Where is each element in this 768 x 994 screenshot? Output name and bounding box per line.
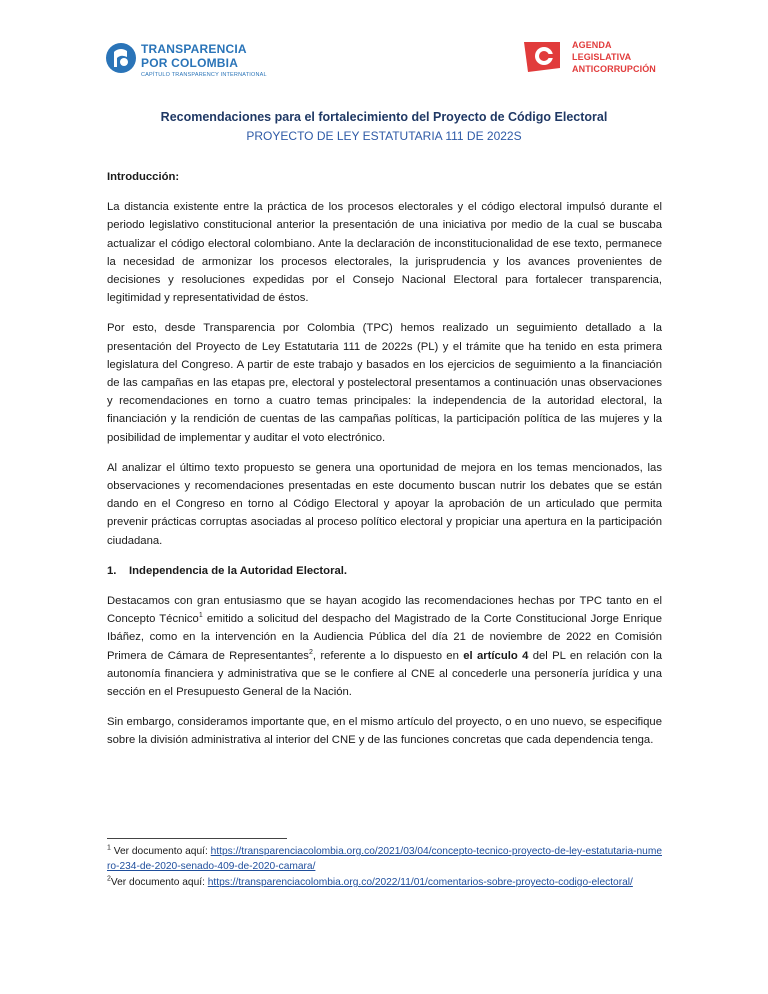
footnote-2-mark: 2: [107, 875, 111, 883]
footnote-1-mark: 1: [107, 844, 111, 852]
footnote-2-link[interactable]: https://transparenciacolombia.org.co/2022/11/01/comentarios-sobre-proyecto-codigo-electoral/: [207, 877, 633, 888]
s1p1-text-c: , referente a lo dispuesto en: [312, 649, 464, 662]
tpc-logo-line1: TRANSPARENCIA: [141, 42, 247, 56]
footnote-2-prefix: Ver documento aquí:: [110, 877, 208, 888]
s1p1-text-d: del PL en relación con la autonomía financiera y administrativa que se le confiere al CNE al concederle una personería jurídica y una sección en el Presupuesto General de la Nación.: [107, 649, 662, 699]
intro-paragraph-1: La distancia existente entre la práctica de los procesos electorales y el código electoral impulsó durante el periodo legislativo constitucional anterior la presentación de una iniciativa por medio de la cual se buscaba actualizar el código electoral colombiano. Ante la declaración de inconstitucionalidad de ese texto, permanece la necesidad de armonizar los procesos electorales, la jurisprudencia y los avances provenientes de decisiones y resoluciones expedidas por el Consejo Nacional Electoral para fortalecer transparencia, legitimidad y representatividad de éstos.: [107, 201, 662, 305]
transparencia-logo: [105, 40, 267, 84]
agenda-logo-line1: AGENDA: [572, 40, 612, 50]
footnote-1: [107, 845, 662, 874]
footnote-1-link[interactable]: https://transparenciacolombia.org.co/2021/03/04/concepto-tecnico-proyecto-de-ley-estatutaria-numero-234-de-2020-senado-409-de-2020-camara/: [107, 846, 662, 872]
document-title: Recomendaciones para el fortalecimiento del Proyecto de Código Electoral: [160, 110, 608, 124]
footnote-divider: [107, 838, 287, 839]
tpc-globe-icon: [105, 42, 137, 74]
footnote-2: [107, 876, 662, 891]
section-1-paragraph-2: Sin embargo, consideramos importante que, en el mismo artículo del proyecto, o en uno nuevo, se especifique sobre la división administrativa al interior del CNE y de las funciones concretas que cada dependencia tenga.: [107, 716, 662, 747]
agenda-logo-line2: LEGISLATIVA: [572, 52, 632, 62]
footnote-1-prefix: Ver documento aquí:: [110, 846, 211, 857]
section-1-paragraph-1: [107, 592, 662, 701]
tpc-logo-line3: CAPÍTULO TRANSPARENCY INTERNATIONAL: [141, 72, 267, 78]
intro-paragraph-3: Al analizar el último texto propuesto se genera una oportunidad de mejora en los temas mencionados, las observaciones y recomendaciones presentadas en este documento buscan nutrir los debates que se están dando en el Congreso en torno al Código Electoral y apoyar la aprobación de un articulado que permita prevenir prácticas corruptas asociadas al proceso político electoral y propiciar una apertura en la participación ciudadana.: [107, 461, 662, 547]
s1p1-bold-article: el artículo 4: [463, 649, 529, 662]
s1p1-text-a: Destacamos con gran entusiasmo que se hayan acogido las recomendaciones hechas por TPC tanto en el Concepto Técnico: [107, 595, 662, 626]
s1p1-text-b: emitido a solicitud del despacho del Magistrado de la Corte Constitucional Jorge Enrique Ibáñez, como en la intervención en la Audiencia Pública del día 21 de noviembre de 2022 en Comisión Primera de Cámara de Representantes: [107, 613, 662, 662]
section-1-number: 1.: [107, 564, 117, 577]
section-1-heading: [107, 562, 662, 580]
footnotes: [107, 845, 662, 893]
agenda-mark-icon: [520, 38, 564, 76]
agenda-logo: [520, 38, 670, 82]
intro-heading: Introducción:: [107, 171, 180, 183]
document-body: [107, 168, 662, 762]
agenda-logo-line3: ANTICORRUPCIÓN: [572, 64, 656, 74]
footnote-ref-2[interactable]: 2: [308, 648, 313, 656]
intro-paragraph-2: Por esto, desde Transparencia por Colombia (TPC) hemos realizado un seguimiento detallado a la presentación del Proyecto de Ley Estatutaria 111 de 2022s (PL) y el trámite que ha tenido en esta primera legislatura del Congreso. A partir de este trabajo y basados en los ejercicios de seguimiento a la financiación de las campañas en las etapas pre, electoral y postelectoral presentamos a continuación unas observaciones y recomendaciones en torno a cuatro temas principales: la independencia de la autoridad electoral, la financiación y la rendición de cuentas de las campañas políticas, la participación política de las mujeres y la posibilidad de implementar y auditar el voto electrónico.: [107, 322, 662, 444]
section-1-title: Independencia de la Autoridad Electoral.: [129, 564, 348, 577]
document-subtitle: PROYECTO DE LEY ESTATUTARIA 111 DE 2022S: [246, 129, 522, 143]
footnote-ref-1[interactable]: 1: [198, 612, 203, 620]
tpc-logo-line2: POR COLOMBIA: [141, 56, 239, 70]
